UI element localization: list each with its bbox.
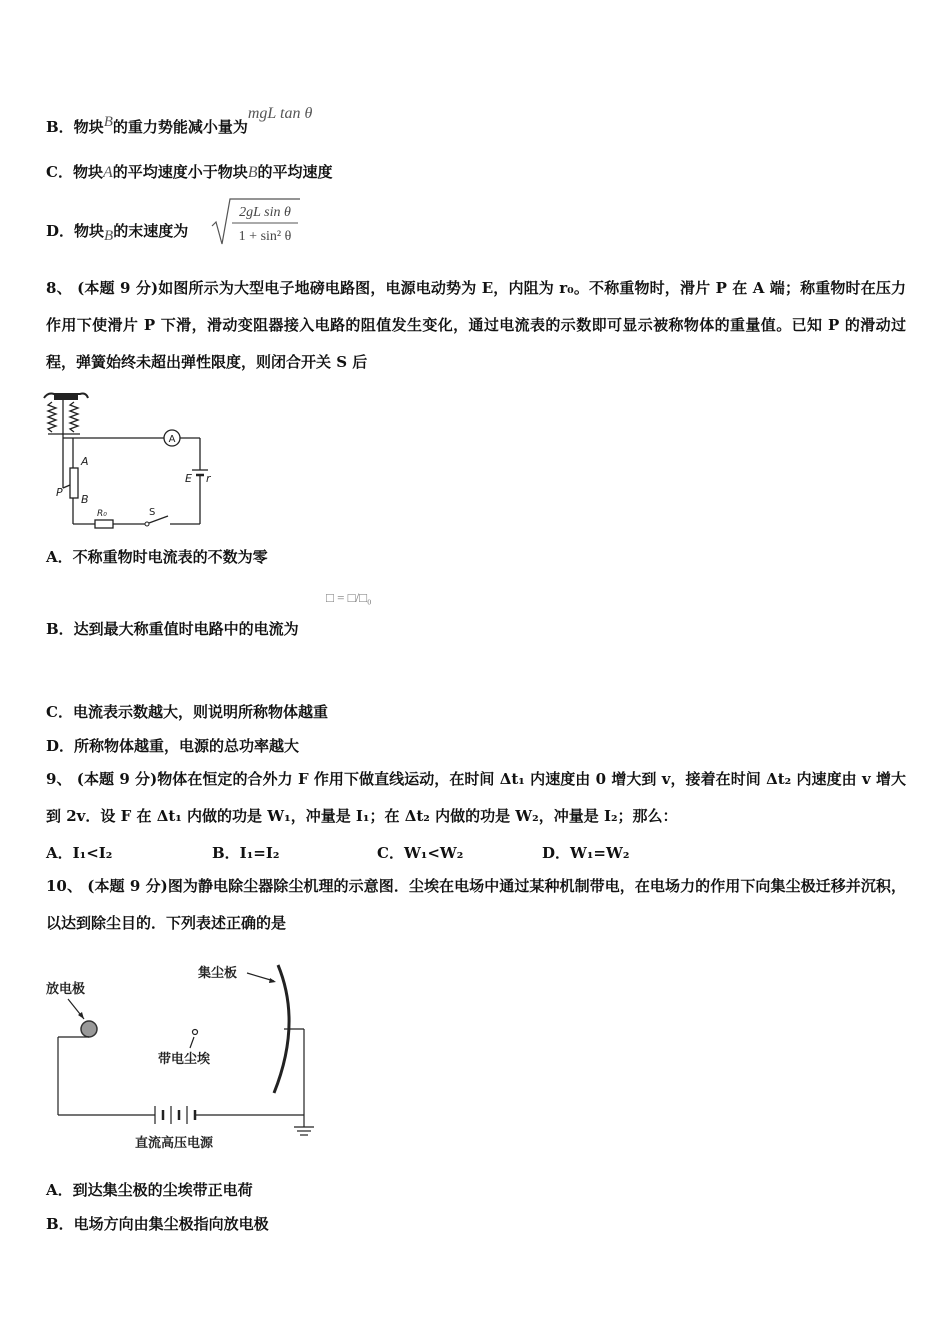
q10-stem: 10、 (本题 9 分)图为静电除尘器除尘机理的示意图．尘埃在电场中通过某种机制带电，在电场力的作用下向集尘极迁移并沉积，以达到除尘目的．下列表述正确的是 (46, 877, 906, 932)
platform-block (54, 394, 78, 400)
label-p: P (56, 486, 63, 499)
q7-option-d-text: D．物块 (46, 222, 105, 240)
q7-option-d (46, 220, 188, 245)
q8-option-a: A．不称重物时电流表的不数为零 (46, 548, 268, 566)
label-dc-source: 直流高压电源 (135, 1136, 214, 1151)
q7-option-b-mid: 的重力势能减小量为 (112, 118, 248, 136)
discharge-electrode (81, 1021, 97, 1037)
q9-option-c: C．W₁<W₂ (377, 844, 464, 862)
q10-option-a: A．到达集尘极的尘埃带正电荷 (46, 1181, 253, 1199)
q10-option-b: B．电场方向由集尘极指向放电极 (46, 1215, 269, 1233)
q8-stem: 8、 (本题 9 分)如图所示为大型电子地磅电路图，电源电动势为 E，内阻为 r₀。不称重物时，滑片 P 在 A 端；称重物时在压力作用下使滑片 P 下滑，滑动变阻器接入电路的阻值发生变化，通过电流表的示数即可显示被称物体的重量值。已知 P 的滑动过程，弹簧始终未超出弹性限度，则闭合开关 S 后 (46, 279, 906, 371)
label-collector-plate: 集尘板 (198, 966, 238, 981)
resistor-r0 (95, 520, 113, 528)
q8-option-b-formula: □ = □/□₀ (326, 590, 372, 605)
q7-option-d-var: B (104, 228, 114, 244)
label-e: E (185, 472, 192, 485)
arrowhead-collector (269, 978, 276, 983)
label-a: A (81, 455, 89, 468)
q7-option-d-sqrt-formula (210, 196, 302, 248)
q7-option-c-text: C．物块 (46, 163, 103, 181)
label-s: S (149, 507, 156, 518)
q7-option-b-var: B (103, 114, 113, 130)
q7-option-b (46, 105, 313, 137)
q7-option-c-suffix: 的平均速度 (257, 163, 333, 181)
q7-option-c (46, 161, 333, 182)
label-b: B (81, 493, 89, 506)
label-discharge-electrode: 放电极 (46, 982, 86, 997)
q9-option-d: D．W₁=W₂ (542, 844, 630, 862)
q9-option-a: A．I₁<I₂ (46, 844, 113, 862)
q7-option-c-var1: A (102, 164, 113, 181)
q9-option-b: B．I₁=I₂ (212, 844, 280, 862)
spring-left (48, 402, 56, 432)
slider-p-arrow (63, 485, 70, 488)
q7-option-c-var2: B (247, 164, 258, 181)
q7-option-d-denominator: 1 + sin² θ (238, 229, 292, 244)
q8-option-d: D．所称物体越重，电源的总功率越大 (46, 737, 300, 755)
label-r: r (206, 472, 211, 485)
q9-stem: 9、 (本题 9 分)物体在恒定的合外力 F 作用下做直线运动，在时间 Δt₁ 内速度由 0 增大到 v，接着在时间 Δt₂ 内速度由 v 增大到 2v．设 F 在 Δt₁ 内做的功是 W₁，冲量是 I₁；在 Δt₂ 内做的功是 W₂，冲量是 I₂；那么： (46, 770, 906, 825)
rheostat (70, 468, 78, 498)
label-r0: R₀ (97, 509, 107, 519)
dust-particle (193, 1030, 198, 1035)
q7-option-c-mid: 的平均速度小于物块 (112, 163, 248, 181)
q7-option-b-expression: mgL tan θ (247, 105, 313, 122)
q8-option-c: C．电流表示数越大，则说明所称物体越重 (46, 703, 328, 721)
ammeter-label: A (168, 434, 176, 445)
switch-contact-left (145, 522, 149, 526)
q8-circuit-diagram (40, 390, 220, 530)
q7-option-d-mid: 的末速度为 (113, 222, 189, 240)
q7-option-b-text: B．物块 (46, 118, 104, 136)
q10-precipitator-diagram (40, 955, 330, 1155)
q8-option-b: B．达到最大称重值时电路中的电流为 (46, 620, 299, 638)
pointer-dust (190, 1037, 194, 1048)
spring-right (70, 402, 78, 432)
label-charged-dust: 带电尘埃 (158, 1052, 211, 1067)
q7-option-d-numerator: 2gL sin θ (239, 205, 291, 220)
